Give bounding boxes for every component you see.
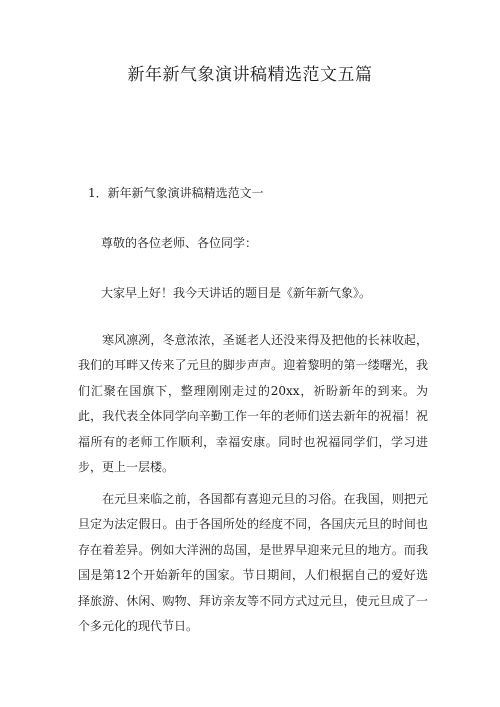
paragraph-1 — [78, 328, 428, 480]
document-title: 新年新气象演讲稿精选范文五篇 — [127, 65, 373, 85]
paragraph-2-text: 在元旦来临之前，各国都有喜迎元旦的习俗。在我国，则把元旦定为法定假日。由于各国所处的经度不同，各国庆元旦的时间也存在着差异。例如大洋洲的岛国，是世界早迎来元旦的地方。而我国是第12个开始新年的国家。节日期间，人们根据自己的爱好选择旅游、休闲、购物、拜访亲友等不同方式过元旦，使元旦成了一个多元化的现代节日。 — [78, 492, 428, 634]
paragraph-2 — [78, 487, 428, 639]
section-heading: 1．新年新气象演讲稿精选范文一 — [88, 186, 264, 200]
salutation: 尊敬的各位老师、各位同学： — [101, 236, 258, 250]
intro-line: 大家早上好！我今天讲话的题目是《新年新气象》。 — [101, 286, 372, 300]
paragraph-1-text: 寒风凛冽，冬意浓浓，圣诞老人还没来得及把他的长袜收起，我们的耳畔又传来了元旦的脚步声声。迎着黎明的第一缕曙光，我们汇聚在国旗下，整理刚刚走过的20xx，祈盼新年的到来。为此，我代表全体同学向辛勤工作一年的老师们送去新年的祝福！祝福所有的老师工作顺利，幸福安康。同时也祝福同学们，学习进步，更上一层楼。 — [78, 333, 428, 475]
